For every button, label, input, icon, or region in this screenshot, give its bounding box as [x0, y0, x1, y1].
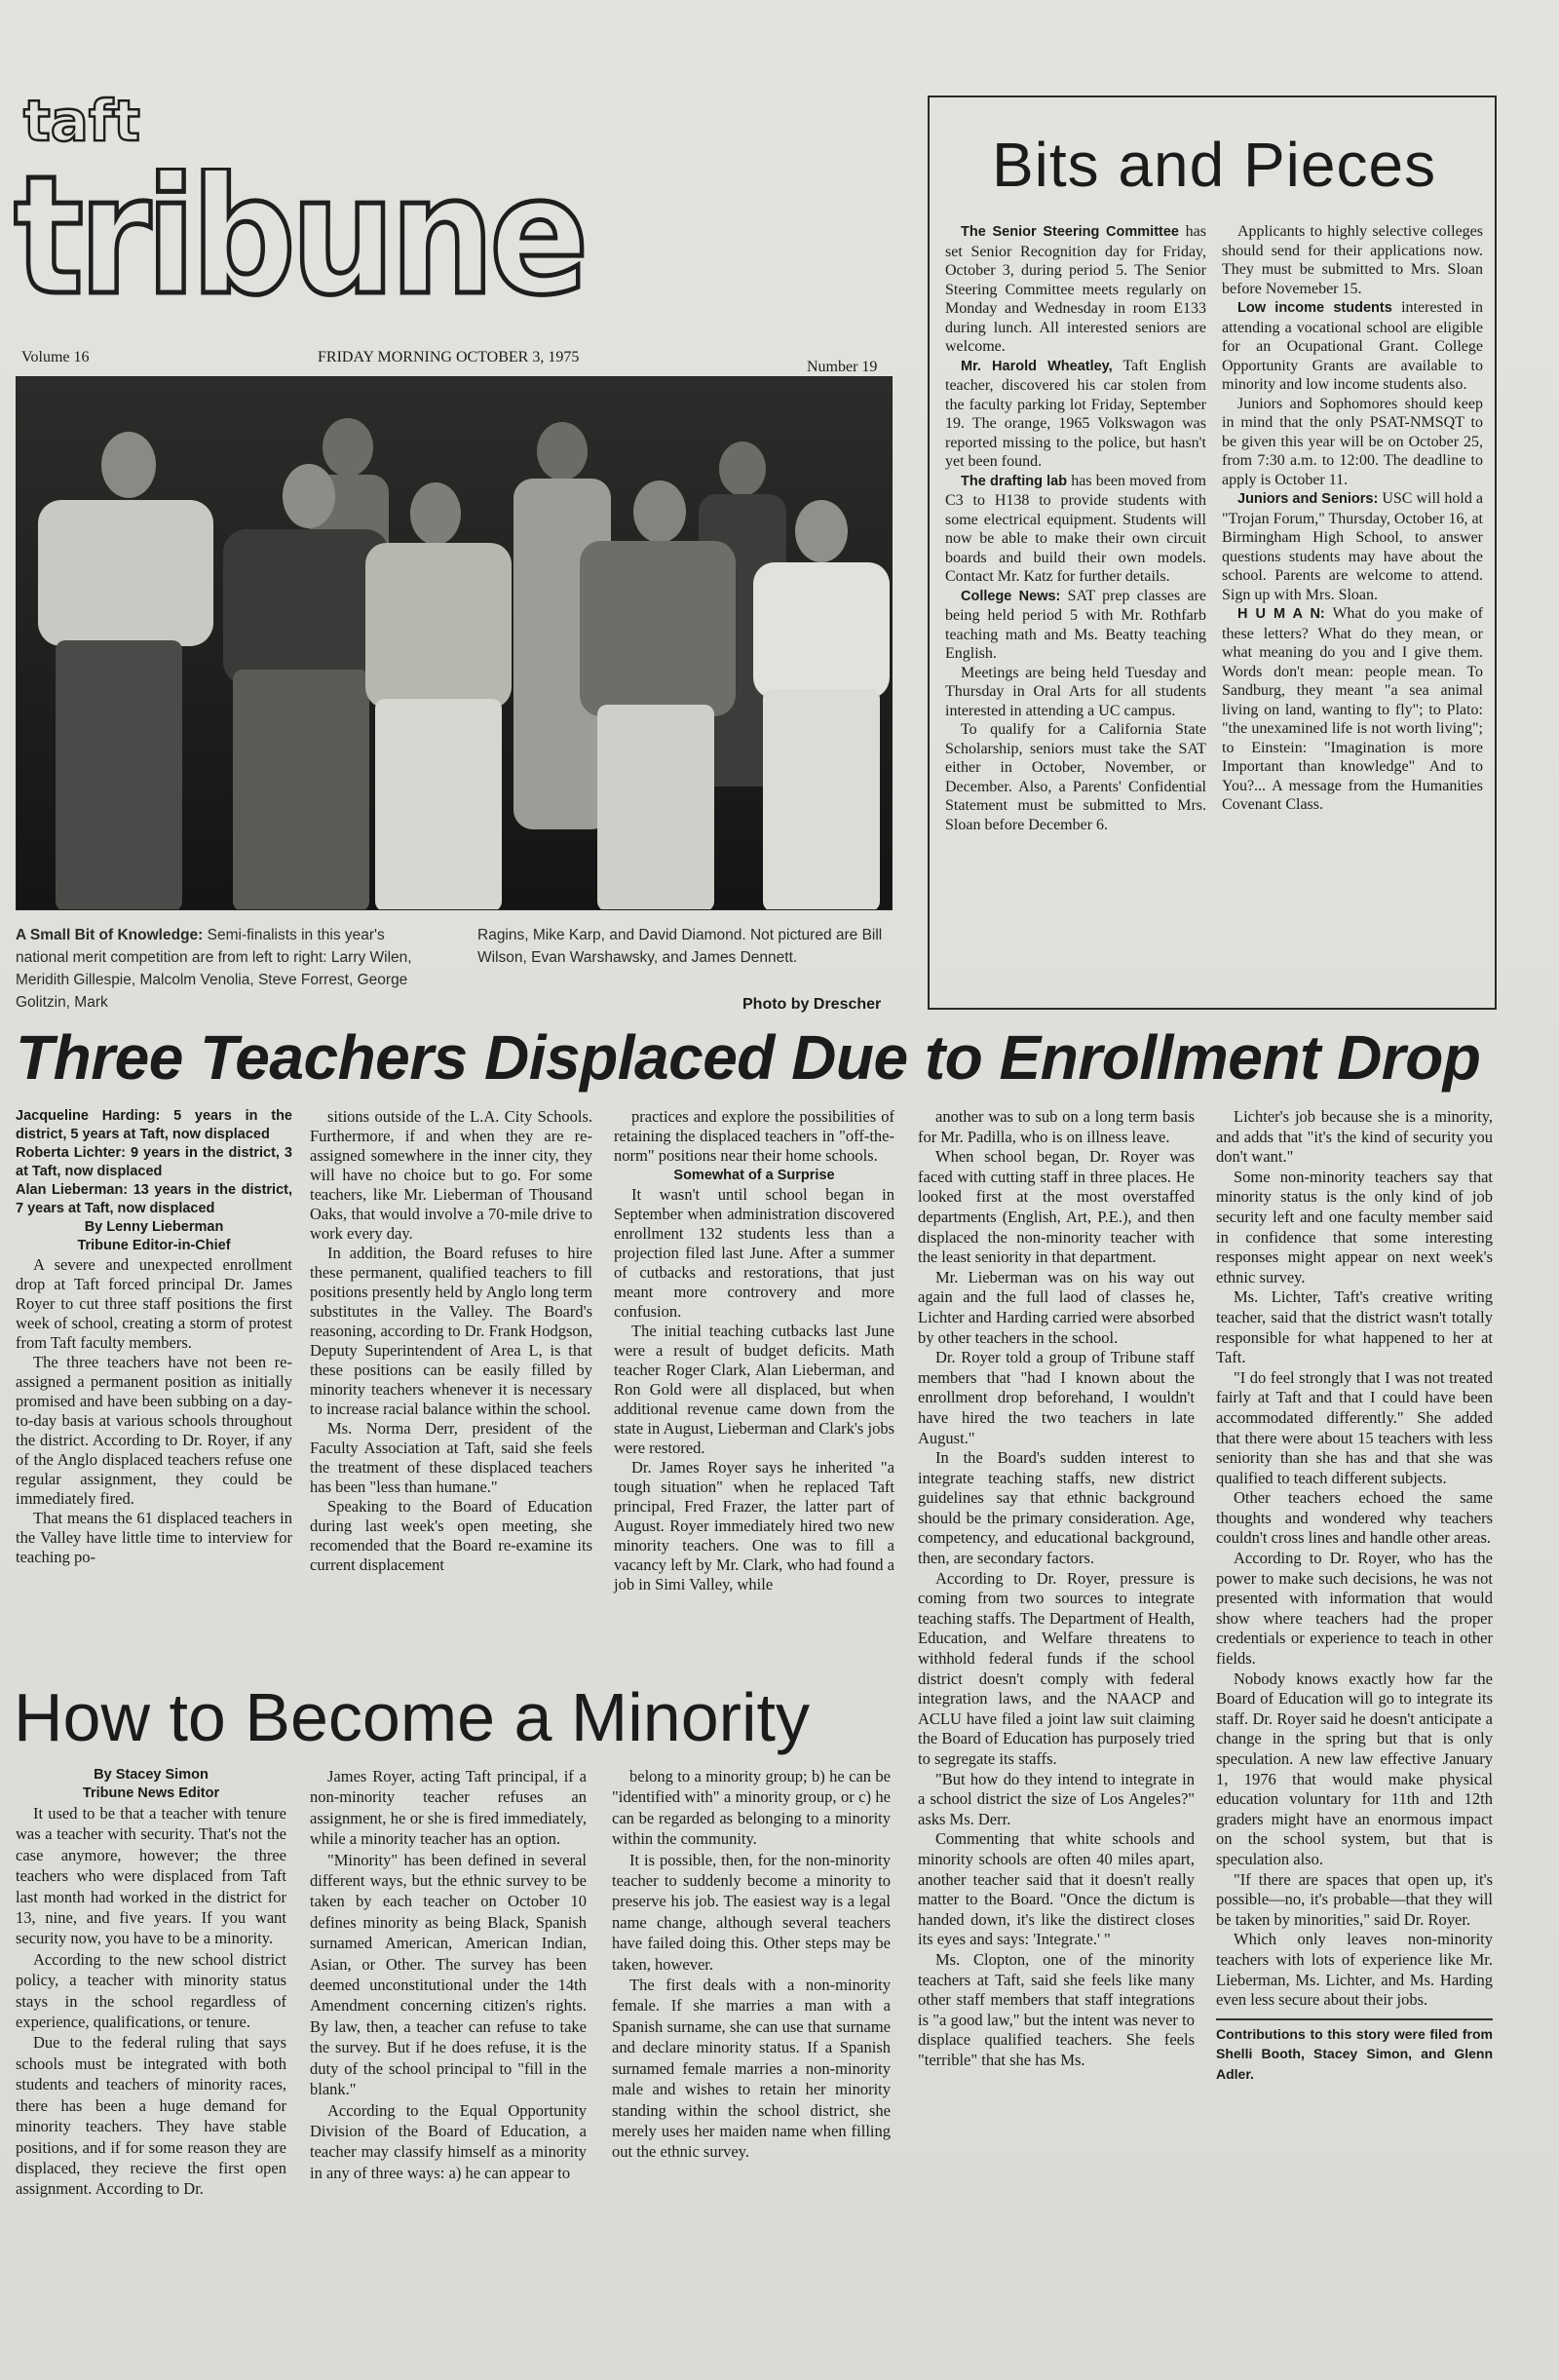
- paragraph: "If there are spaces that open up, it's possible—no, it's probable—that they will be taken by minorities," said Dr. Royer.: [1216, 1869, 1493, 1929]
- bits-item: [1222, 298, 1483, 395]
- paragraph: That means the 61 displaced teachers in the Valley have little time to interview for teaching po-: [16, 1509, 292, 1566]
- bits-item-lead: Mr. Harold Wheatley,: [961, 358, 1113, 374]
- byline-title: Tribune News Editor: [82, 1785, 220, 1801]
- paragraph-list: [310, 1766, 587, 2183]
- volume-label: Volume 16: [21, 349, 90, 365]
- bits-right-column: [1222, 222, 1483, 815]
- paragraph: According to Dr. Royer, who has the power to make such decisions, he was not presented with information that would show where teachers had the proper credentials or experience to teach in other fields.: [1216, 1549, 1493, 1669]
- bits-and-pieces-box: [928, 96, 1497, 1010]
- paragraph: According to the Equal Opportunity Division of the Board of Education, a teacher may classify himself as a minority in any of three ways: a) he can appear to: [310, 2100, 587, 2182]
- paragraph: belong to a minority group; b) he can be "identified with" a minority group, or c) he can be regarded as belonging to a minority within the community.: [612, 1767, 891, 1849]
- paragraph: Ms. Lichter, Taft's creative writing teacher, said that the district wasn't totally responsible for what happened to her at Taft.: [1216, 1287, 1493, 1367]
- story1-column-5: [1216, 1107, 1493, 2085]
- bits-item-text: USC will hold a "Trojan Forum," Thursday, October 16, at Birmingham High School, to answer questions students may have about the school. Parents are welcome to attend. Sign up with Mrs. Sloan.: [1222, 490, 1483, 603]
- story1-column-1: [16, 1107, 292, 1567]
- paragraph: Other teachers echoed the same thoughts and wondered why teachers couldn't cross lines and handle other areas.: [1216, 1488, 1493, 1548]
- bits-item-text: To qualify for a California State Scholarship, seniors must take the SAT either in October, November, or December. Also, a Parents' Confidential Statement must be submitted to Mrs. Sloan before December 6.: [945, 721, 1206, 833]
- photo-caption-part-1: [16, 924, 435, 1014]
- story1-column-4: [918, 1107, 1195, 2071]
- bits-item: [945, 222, 1206, 357]
- kicker: Alan Lieberman: 13 years in the district, 7 years at Taft, now displaced: [16, 1182, 292, 1216]
- paragraph: "But how do they intend to integrate in a school district the size of Los Angeles?" asks Ms. Derr.: [918, 1769, 1195, 1828]
- paragraph-list: [614, 1185, 894, 1594]
- paragraph: another was to sub on a long term basis for Mr. Padilla, who is on illness leave.: [918, 1107, 1195, 1146]
- story2-column-2: [310, 1766, 587, 2183]
- bits-item-lead: College News:: [961, 588, 1061, 604]
- story2-column-3: [612, 1766, 891, 2163]
- caption-text-1: Semi-finalists in this year's national merit competition are from left to right: Larry Wilen, Meridith Gillespie, Malcolm Venolia, Steve Forrest, George Golitzin, Mark: [16, 927, 412, 1011]
- paragraph: It used to be that a teacher with tenure was a teacher with security. That's not the case anymore, however; the three teachers who were displaced from Taft last month had worked in the district for 13, nine, and five years. If you want security now, you have to be a minority.: [16, 1804, 286, 1948]
- paragraph: In the Board's sudden interest to integrate teaching staffs, new district guidelines say that ethnic background should be the primary consideration. Age, competency, and educational background, then, are secondary factors.: [918, 1448, 1195, 1568]
- svg-text:taft: taft: [23, 90, 140, 150]
- bits-item: [1222, 489, 1483, 604]
- paragraph: The initial teaching cutbacks last June were a result of budget deficits. Math teacher Roger Clark, Alan Lieberman, and Ron Gold were all displaced, but when additional revenue came down from the state in August, Lieberman and Clark's jobs were restored.: [614, 1322, 894, 1457]
- bits-item: [945, 664, 1206, 721]
- caption-lead: A Small Bit of Knowledge:: [16, 927, 204, 943]
- bits-item-text: Taft English teacher, discovered his car stolen from the faculty parking lot Friday, September 19. The orange, 1965 Volkswagon was reported missing to the police, but hasn't yet been found.: [945, 357, 1206, 470]
- bits-item-text: SAT prep classes are being held period 5 with Mr. Rothfarb teaching math and Ms. Beatty teaching English.: [945, 587, 1206, 662]
- paragraph-list: [16, 1255, 292, 1567]
- bits-item: [1222, 395, 1483, 490]
- kicker: Roberta Lichter: 9 years in the district, 3 at Taft, now displaced: [16, 1145, 292, 1179]
- paragraph: When school began, Dr. Royer was faced with cutting staff in three places. He looked first at the most overstaffed departments (English, Art, P.E.), and then displaced the non-minority teacher with the least seniority in that department.: [918, 1147, 1195, 1267]
- paragraph: The three teachers have not been re-assigned a permanent position as initially promised and have been subbing on a day-to-day basis at various schools throughout the district. According to Dr. Royer, if any of the Anglo displaced teachers refuse one regular assignment, they could be immediately fired.: [16, 1353, 292, 1508]
- paragraph-list: [612, 1766, 891, 2163]
- issue-date: FRIDAY MORNING OCTOBER 3, 1975: [318, 349, 580, 365]
- masthead-logo: [14, 168, 589, 314]
- bits-item-lead: Low income students: [1237, 300, 1392, 316]
- paragraph: Nobody knows exactly how far the Board of Education will go to integrate its staff. Dr. Royer said he doesn't anticipate a change in the spring but that is only speculation. A new law effective January 1, 1976 that would make physical education voluntary for 11th and 12th graders might have an enormous impact on the school system, but that is speculation also.: [1216, 1669, 1493, 1868]
- bits-item-text: What do you make of these letters? What do they mean, or what meaning do you and I give them. Words don't mean: people mean. To Sandburg, they meant "a sea animal living on land, wanting to fly"; to Plato: "the unexamined life is not worth living"; to Einstein: "Imagination is more Important than knowledge" And to You?... A message from the Humanities Covenant Class.: [1222, 605, 1483, 813]
- photo-credit: Photo by Drescher: [742, 996, 882, 1013]
- bits-item-text: has been moved from C3 to H138 to provide students with some electrical equipment. Students will now be able to make their own circuit boards and build their own models. Contact Mr. Katz for further details.: [945, 472, 1206, 585]
- bits-item-text: has set Senior Recognition day for Friday, October 3, during period 5. The Senior Steering Committee meets regularly on Monday and Wednesday in room E133 during lunch. All interested seniors are welcome.: [945, 223, 1206, 355]
- paragraph-list: [310, 1107, 592, 1575]
- paragraph-list: [918, 1107, 1195, 2071]
- bits-item-text: interested in attending a vocational school are eligible for an Ocupational Grant. College Opportunity Grants are available to minority and low income students also.: [1222, 299, 1483, 393]
- bits-item-lead: The Senior Steering Committee: [961, 224, 1179, 240]
- bits-item-text: Applicants to highly selective colleges should send for their applications now. They must be submitted to Mrs. Sloan before Novemeber 15.: [1222, 223, 1483, 297]
- paragraph: Dr. James Royer says he inherited "a tough situation" when he replaced Taft principal, Fred Frazer, the latter part of August. Royer immediately hired two new minority teachers. One was to fill a vacancy left by Mr. Clark, who had found a job in Simi Valley, while: [614, 1458, 894, 1593]
- bits-item: [1222, 604, 1483, 815]
- story1-column-3: [614, 1107, 894, 1594]
- paragraph: Mr. Lieberman was on his way out again and the full laod of classes he, Lichter and Harding carried were absorbed by other teachers in the school.: [918, 1267, 1195, 1347]
- paragraph: Which only leaves non-minority teachers with lots of experience like Mr. Lieberman, Ms. Lichter, and Ms. Harding even less secure about their jobs.: [1216, 1930, 1493, 2010]
- paragraph-list: [614, 1107, 894, 1166]
- paragraph: It wasn't until school began in September when administration discovered enrollment 132 students less than a projection filed last June. After a summer of cutbacks and restorations, that just meant more controvery and more confusion.: [614, 1185, 894, 1321]
- paragraph: sitions outside of the L.A. City Schools. Furthermore, if and when they are re-assigned somewhere in the inner city, they will have no choice but to go. For some teachers, like Mr. Lieberman of Thousand Oaks, that would involve a 70-mile drive to work every day.: [310, 1107, 592, 1243]
- bits-item: [945, 720, 1206, 834]
- headline-become-minority: How to Become a Minority: [14, 1679, 810, 1755]
- bits-item-text: Juniors and Sophomores should keep in mind that the only PSAT-NMSQT to be given this year will be on October 25, from 7:30 a.m. to 12:00. The deadline to apply is October 11.: [1222, 395, 1483, 488]
- paragraph: Due to the federal ruling that says schools must be integrated with both students and teachers of minority races, there has been a huge demand for minority teachers. They have stable positions, and if for some reason they are displaced, they recieve the first open assignment. According to Dr.: [16, 2033, 286, 2199]
- paragraph: "I do feel strongly that I was not treated fairly at Taft and that I could have been accommodated differently." She added that there were about 15 teachers with less seniority than she has and that she was qualified to teach different subjects.: [1216, 1367, 1493, 1487]
- paragraph: The first deals with a non-minority female. If she marries a man with a Spanish surname, she can use that surname and declare minority status. If a Spanish surnamed female marries a non-minority male and wishes to retain her minority standing within the school district, she merely uses her maiden name when filling out the ethnic survey.: [612, 1976, 891, 2162]
- bits-item: [945, 587, 1206, 664]
- photo-caption-part-2: Ragins, Mike Karp, and David Diamond. Not pictured are Bill Wilson, Evan Warshawsky, and James Dennett.: [477, 927, 883, 966]
- paragraph: Ms. Norma Derr, president of the Faculty Association at Taft, said she feels the treatment of these displaced teachers has been "less than humane.": [310, 1419, 592, 1496]
- paragraph: James Royer, acting Taft principal, if a non-minority teacher refuses an assignment, he or she is fired immediately, while a minority teacher has an option.: [310, 1767, 587, 1849]
- byline: By Lenny Lieberman: [84, 1219, 224, 1235]
- headline-enrollment-drop: Three Teachers Displaced Due to Enrollment Drop: [16, 1022, 1481, 1093]
- bits-left-column: [945, 222, 1206, 834]
- paragraph: A severe and unexpected enrollment drop at Taft forced principal Dr. James Royer to cut three staff positions the first week of school, creating a storm of protest from Taft faculty members.: [16, 1255, 292, 1352]
- bits-item: [945, 357, 1206, 472]
- bits-item: [945, 472, 1206, 587]
- paragraph: In addition, the Board refuses to hire these permanent, qualified teachers to fill positions presently held by Anglo long term substitutes in the Valley. The Board's reasoning, according to Dr. Frank Hodgson, Deputy Superintendent of Area L, is that these positions can be easily filled by minority teachers whenever it is necessary to increase racial balance within the school.: [310, 1244, 592, 1418]
- bits-item-lead: Juniors and Seniors:: [1237, 491, 1379, 507]
- bits-title: Bits and Pieces: [991, 130, 1437, 200]
- group-photo: [16, 376, 893, 910]
- paragraph: "Minority" has been defined in several different ways, but the ethnic survey to be taken by each teacher on October 10 defines minority as being Black, Spanish surnamed American, American Indian, Asian, or Other. The survey has been deemed unconstitutional under the 14th Amendment concerning citizen's rights. By law, then, a teacher can refuse to take the survey. But if he does refuse, it is the duty of the school principal to "fill in the blank.": [310, 1850, 587, 2099]
- group-photo-figures: [17, 377, 893, 910]
- paragraph-list: [16, 1803, 286, 2200]
- paragraph: According to the new school district policy, a teacher with minority status stays in the school regardless of experience, qualifications, or tenure.: [16, 1949, 286, 2032]
- paragraph-list: [1216, 1107, 1493, 2011]
- kicker: Jacqueline Harding: 5 years in the district, 5 years at Taft, now displaced: [16, 1108, 292, 1142]
- paragraph: Ms. Clopton, one of the minority teachers at Taft, said she feels like many other staff members that staff integrations is "a good law," but the intent was never to displace qualified teachers. She feels "terrible" that she has Ms.: [918, 1949, 1195, 2069]
- bits-item: [1222, 222, 1483, 298]
- paragraph: It is possible, then, for the non-minority teacher to suddenly become a minority to preserve his job. The easiest way is a legal name change, although several teachers have failed doing this. Other steps may be taken, however.: [612, 1850, 891, 1974]
- paragraph: practices and explore the possibilities of retaining the displaced teachers in "off-the-norm" positions near their home schools.: [614, 1107, 894, 1165]
- paragraph: According to Dr. Royer, pressure is coming from two sources to integrate teaching staffs. The Department of Health, Education, and Welfare threatens to withhold federal funds if the school district doesn't comply with federal integration laws, and the NAACP and ACLU have filed a joint law suit claiming the Board of Education has purposely tried to segregate its staffs.: [918, 1568, 1195, 1768]
- story2-column-1: [16, 1766, 286, 2200]
- paragraph: Some non-minority teachers say that minority status is the only kind of job security left and one faculty member said in confidence that some interesting responses might appear on next week's ethnic survey.: [1216, 1167, 1493, 1286]
- paragraph: Dr. Royer told a group of Tribune staff members that "had I known about the enrollment drop beforehand, I wouldn't have hired the two teachers in late August.": [918, 1348, 1195, 1447]
- masthead-small-logo: [21, 90, 168, 150]
- byline: By Stacey Simon: [94, 1767, 209, 1783]
- svg-text:tribune: tribune: [14, 168, 584, 314]
- paragraph: Speaking to the Board of Education during last week's open meeting, she recomended that the Board re-examine its current displacement: [310, 1497, 592, 1574]
- contributors-note: Contributions to this story were filed from Shelli Booth, Stacey Simon, and Glenn Adler.: [1216, 2018, 1493, 2085]
- bits-item-text: Meetings are being held Tuesday and Thursday in Oral Arts for all students interested in attending a UC campus.: [945, 664, 1206, 719]
- paragraph: Commenting that white schools and minority schools are often 40 miles apart, another teacher said that it doesn't really matter to the Board. "Once the dictum is handed down, it's like the distirect closes its eyes and says: 'Integrate.' ": [918, 1829, 1195, 1949]
- issue-number: Number 19: [807, 359, 878, 375]
- story1-column-2: [310, 1107, 592, 1575]
- bits-item-lead: The drafting lab: [961, 473, 1068, 489]
- byline-title: Tribune Editor-in-Chief: [77, 1238, 231, 1253]
- subhead: Somewhat of a Surprise: [673, 1168, 835, 1183]
- bits-item-lead: H U M A N:: [1237, 606, 1325, 622]
- paragraph: Lichter's job because she is a minority, and adds that "it's the kind of security you don't want.": [1216, 1107, 1493, 1167]
